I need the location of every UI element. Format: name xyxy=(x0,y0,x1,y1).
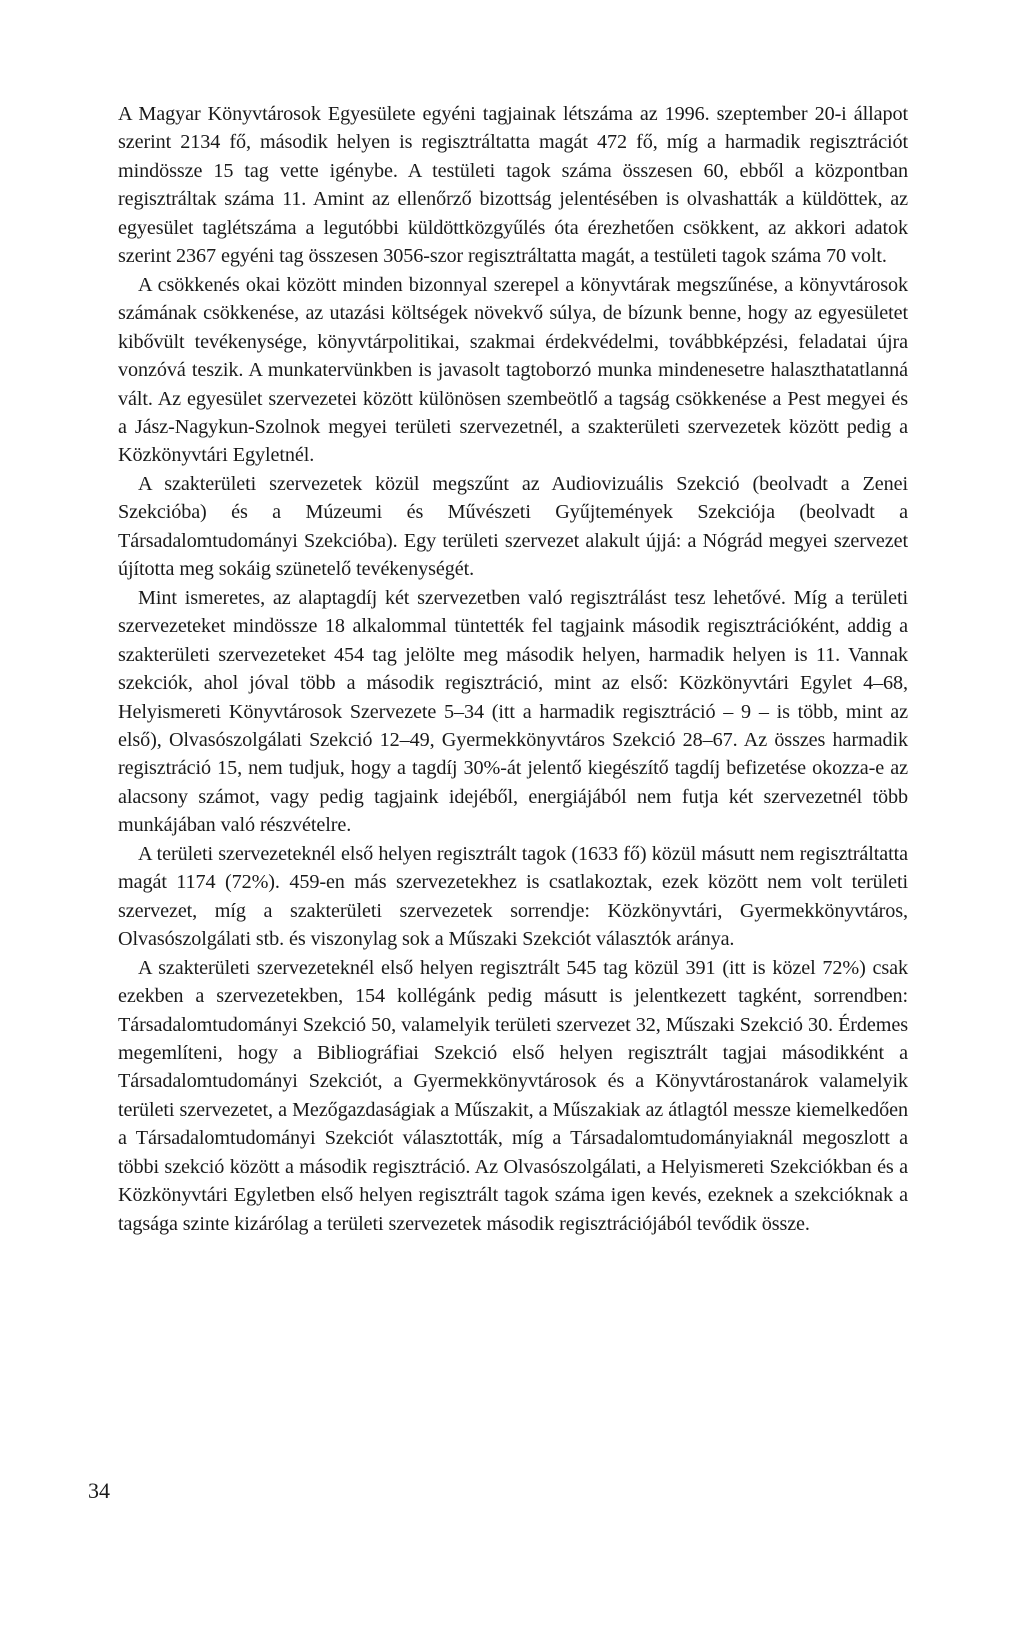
paragraph-professional-organizations: A szakterületi szervezeteknél első helyen regisztrált 545 tag közül 391 (itt is közel 72%) csak ezekben a szervezetekben, 154 kollégánk pedig másutt is jelentkezett tagként, sorrendben: Társadalomtudományi Szekció 50, valamelyik területi szervezet 32, Műszaki Szekció 30. Érdemes megemlíteni, hogy a Bibliográfiai Szekció első helyen regisztrált tagjai másodikként a Társadalomtudományi Szekciót, a Gyermekkönyvtárosok és a Könyvtárostanárok valamelyik területi szervezetet, a Mezőgazdaságiak a Műszakit, a Műszakiak az átlagtól messze kiemelkedően a Társadalomtudományi Szekciót választották, míg a Társadalomtudományiaknál megoszlott a többi szekció között a második regisztráció. Az Olvasószolgálati, a Helyismereti Szekciókban és a Közkönyvtári Egyletben első helyen regisztrált tagok száma igen kevés, ezeknek a szekcióknak a tagsága szinte kizárólag a területi szervezetek második regisztrációjából tevődik össze. xyxy=(118,956,908,1235)
paragraph-section-changes: A szakterületi szervezetek közül megszűnt az Audiovizuális Szekció (beolvadt a Zenei Szekcióba) és a Múzeumi és Művészeti Gyűjtemények Szekciója (beolvadt a Társadalomtudományi Szekcióba). Egy területi szervezet alakult újjá: a Nógrád megyei szervezet újította meg sokáig szünetelő tevékenységét. xyxy=(118,472,908,581)
paragraph-decline-reasons: A csökkenés okai között minden bizonnyal szerepel a könyvtárak megszűnése, a könyvtárosok számának csökkenése, az utazási költségek növekvő súlya, de bízunk benne, hogy az egyesületet kibővült tevékenysége, könyvtárpolitikai, szakmai érdekvédelmi, továbbképzési, feladatai újra vonzóvá teszik. A munkatervünkben is javasolt tagtoborzó munka mindenesetre halaszthatatlanná vált. Az egyesület szervezetei között különösen szembeötlő a tagság csökkenése a Pest megyei és a Jász-Nagykun-Szolnok megyei területi szervezetnél, a szakterületi szervezetek között pedig a Közkönyvtári Egyletnél. xyxy=(118,273,908,467)
paragraph-territorial-organizations: A területi szervezeteknél első helyen regisztrált tagok (1633 fő) közül másutt nem regisztráltatta magát 1174 (72%). 459-en más szervezetekhez is csatlakoztak, ezek között nem volt területi szervezet, míg a szakterületi szervezetek sorrendje: Közkönyvtári, Gyermekkönyvtáros, Olvasószolgálati stb. és viszonylag sok a Műszaki Szekciót választók aránya. xyxy=(118,842,908,951)
page-number: 34 xyxy=(88,1478,110,1503)
paragraph-membership-count: A Magyar Könyvtárosok Egyesülete egyéni tagjainak létszáma az 1996. szeptember 20-i állapot szerint 2134 fő, második helyen is regisztráltatta magát 472 fő, míg a harmadik regisztrációt mindössze 15 tag vette igénybe. A testületi tagok száma összesen 60, ebből a központban regisztráltak száma 11. Amint az ellenőrző bizottság jelentésében is olvashatták a küldöttek, az egyesület taglétszáma a legutóbbi küldöttközgyűlés óta érezhetően csökkent, az akkori adatok szerint 2367 egyéni tag összesen 3056-szor regisztráltatta magát, a testületi tagok száma 70 volt. xyxy=(118,103,908,268)
body-text xyxy=(118,100,908,1238)
paragraph-registration-options: Mint ismeretes, az alaptagdíj két szervezetben való regisztrálást tesz lehetővé. Míg a területi szervezeteket mindössze 18 alkalommal tüntették fel tagjaink második regisztrációként, addig a szakterületi szervezeteket 454 tag jelölte meg második helyen, harmadik helyen is 11. Vannak szekciók, ahol jóval több a második regisztráció, mint az első: Közkönyvtári Egylet 4–68, Helyismereti Könyvtárosok Szervezete 5–34 (itt a harmadik regisztráció – 9 – is több, mint az első), Olvasószolgálati Szekció 12–49, Gyermekkönyvtáros Szekció 28–67. Az összes harmadik regisztráció 15, nem tudjuk, hogy a tagdíj 30%-át jelentő kiegészítő tagdíj befizetése okozza-e az alacsony számot, vagy pedig tagjaink idejéből, energiájából nem futja két szervezetnél több munkájában való részvételre. xyxy=(118,586,908,837)
